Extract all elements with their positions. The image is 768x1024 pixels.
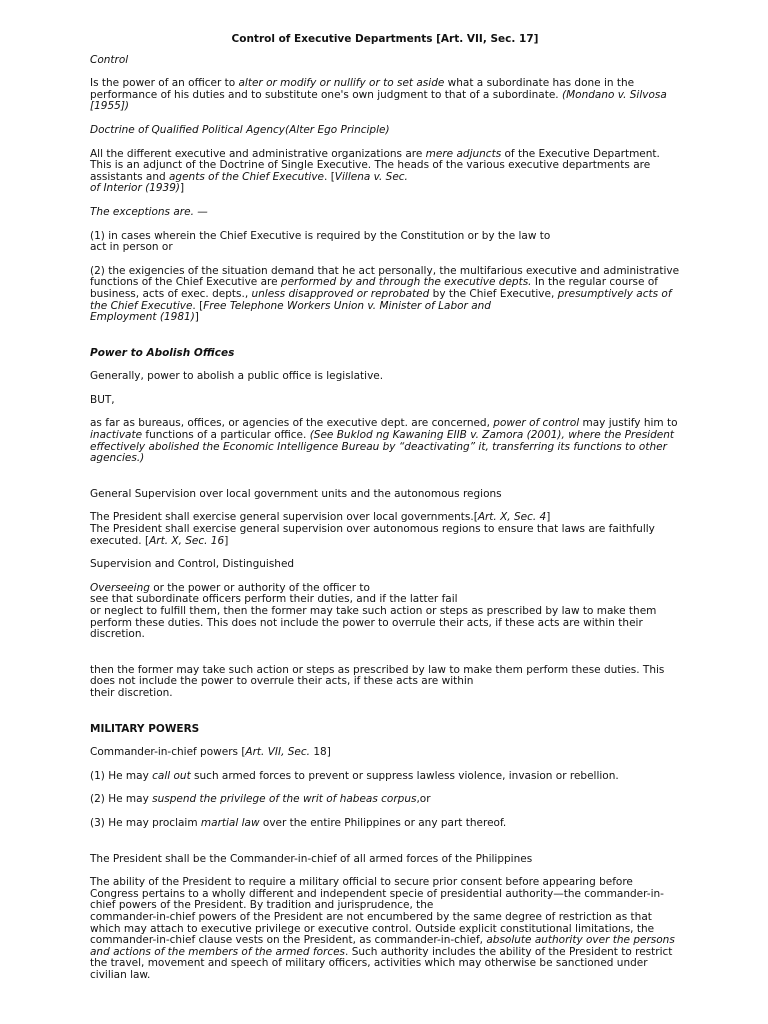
- page-title: Control of Executive Departments [Art. VII, Sec. 17]: [231, 33, 539, 45]
- commander-in-chief-line: Commander-in-chief powers [Art. VII, Sec. 18]: [90, 746, 331, 759]
- distinguished-paragraph-1: Overseeing or the power or authority of the officer to see that subordinate officers perform their duties, and if the latter fail or neglect to fulfill them, then the former may take such action or steps as prescribed by law to make them perform these duties. This does not include the power to overrule their acts, if these acts are within their discretion.: [90, 581, 657, 641]
- exception-1: (1) in cases wherein the Chief Executive is required by the Constitution or by the law to act in person or: [90, 229, 551, 254]
- exceptions-label: The exceptions are. —: [90, 205, 208, 218]
- military-heading: MILITARY POWERS: [90, 722, 200, 735]
- distinguished-paragraph-2: then the former may take such action or steps as prescribed by law to make them perform these duties. This does not include the power to overrule their acts, if these acts are within their discretion.: [90, 663, 665, 699]
- abolish-paragraph-3: as far as bureaus, offices, or agencies of the executive dept. are concerned, power of control may justify him to inactivate functions of a particular office. (See Buklod ng Kawaning EIIB v. Zamora (2001), where the President effectively abolished the Economic Intelligence Bureau by “deactivating” it, transferring its functions to other agencies.): [90, 417, 678, 465]
- military-item-1: (1) He may call out such armed forces to prevent or suppress lawless violence, invasion or rebellion.: [90, 769, 619, 782]
- military-paragraph-2: The ability of the President to require a military official to secure prior consent before appearing before Congress pertains to a wholly different and independent specie of presidential authority—the commander-in-chief powers of the President. By tradition and jurisprudence, the commander-in-chief powers of the President are not encumbered by the same degree of restriction as that which may attach to executive privilege or executive control. Outside explicit constitutional limitations, the commander-in-chief clause vests on the President, as commander-in-chief, absolute authority over the persons and actions of the members of the armed forces. Such authority includes the ability of the President to restrict the travel, movement and speech of military officers, activities which may otherwise be sanctioned under civilian law.: [90, 876, 675, 981]
- military-item-3: (3) He may proclaim martial law over the entire Philippines or any part thereof.: [90, 816, 507, 829]
- supervision-heading: General Supervision over local government units and the autonomous regions: [90, 487, 502, 500]
- exception-2: (2) the exigencies of the situation demand that he act personally, the multifarious executive and administrative functions of the Chief Executive are performed by and through the executive depts. In the regular course of business, acts of exec. depts., unless disapproved or reprobated by the Chief Executive, presumptively acts of the Chief Executive. [Free Telephone Workers Union v. Minister of Labor and Employment (1981)]: [90, 264, 680, 324]
- document-page: [90, 34, 680, 993]
- doctrine-paragraph: All the different executive and administrative organizations are mere adjuncts of the Executive Department. This is an adjunct of the Doctrine of Single Executive. The heads of the various executive departments are assistants and agents of the Chief Executive. [Villena v. Sec. of Interior (1939)]: [90, 147, 660, 195]
- military-item-2: (2) He may suspend the privilege of the writ of habeas corpus,or: [90, 793, 431, 806]
- doctrine-heading: Doctrine of Qualified Political Agency(Alter Ego Principle): [90, 123, 390, 136]
- abolish-paragraph-2: BUT,: [90, 393, 115, 406]
- control-definition: Is the power of an officer to alter or modify or nullify or to set aside what a subordinate has done in the performance of his duties and to substitute one's own judgment to that of a subordinate. (Mondano v. Silvosa [1955]): [90, 77, 667, 113]
- control-heading: Control: [90, 53, 129, 66]
- abolish-paragraph-1: Generally, power to abolish a public office is legislative.: [90, 370, 384, 383]
- military-paragraph-1: The President shall be the Commander-in-chief of all armed forces of the Philippines: [90, 852, 533, 865]
- supervision-paragraph: The President shall exercise general supervision over local governments.[Art. X, Sec. 4] The President shall exercise general supervision over autonomous regions to ensure that laws are faithfully executed. [Art. X, Sec. 16]: [90, 511, 655, 547]
- abolish-heading: Power to Abolish Offices: [90, 346, 235, 359]
- distinguished-heading: Supervision and Control, Distinguished: [90, 558, 295, 571]
